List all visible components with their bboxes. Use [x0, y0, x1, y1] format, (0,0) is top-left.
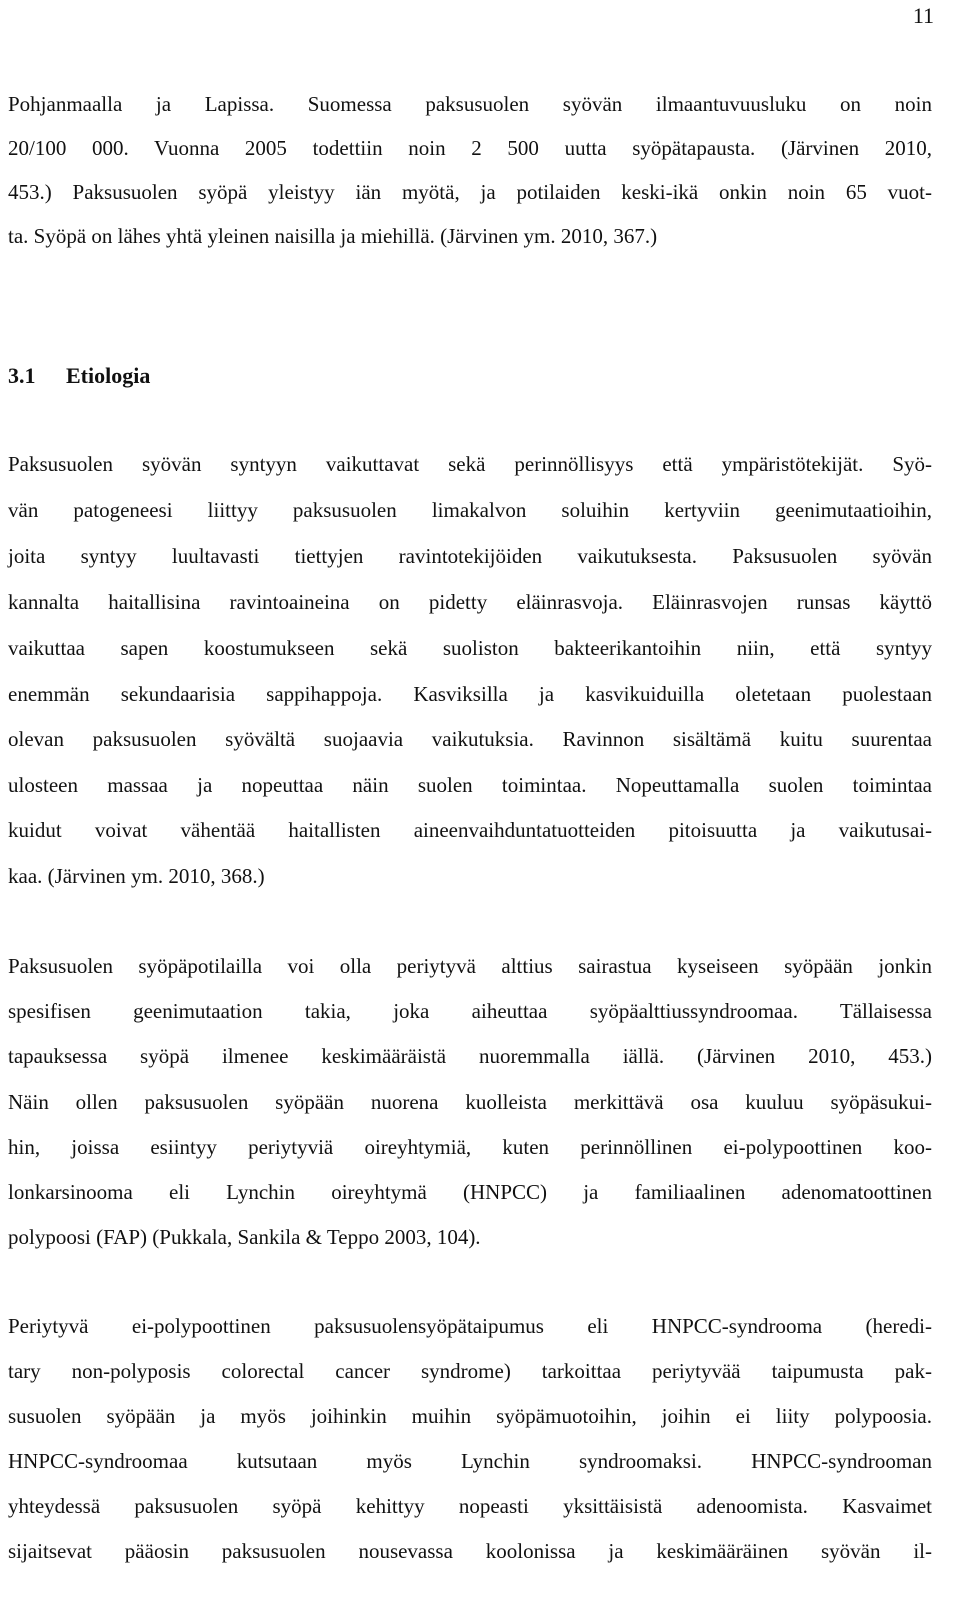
- text-line: ulosteen massaa ja nopeuttaa näin suolen toimintaa. Nopeuttamalla suolen toimintaa: [8, 773, 932, 797]
- text-line: yhteydessä paksusuolen syöpä kehittyy nopeasti yksittäisistä adenoomista. Kasvaimet: [8, 1494, 932, 1518]
- text-line: sijaitsevat pääosin paksusuolen nousevassa koolonissa ja keskimääräinen syövän il-: [8, 1539, 932, 1563]
- text-line: kuidut voivat vähentää haitallisten aineenvaihduntatuotteiden pitoisuutta ja vaikutusai-: [8, 818, 932, 842]
- text-line: tapauksessa syöpä ilmenee keskimääräistä nuoremmalla iällä. (Järvinen 2010, 453.): [8, 1044, 932, 1068]
- text-line: spesifisen geenimutaation takia, joka aiheuttaa syöpäalttiussyndroomaa. Tällaisessa: [8, 999, 932, 1023]
- text-line: 20/100 000. Vuonna 2005 todettiin noin 2 500 uutta syöpätapausta. (Järvinen 2010,: [8, 136, 932, 160]
- section-heading: [8, 361, 150, 391]
- text-line: Paksusuolen syövän syntyyn vaikuttavat sekä perinnöllisyys että ympäristötekijät. Syö-: [8, 452, 932, 476]
- text-line: kaa. (Järvinen ym. 2010, 368.): [8, 864, 265, 888]
- text-line: tary non-polyposis colorectal cancer syndrome) tarkoittaa periytyvää taipumusta pak-: [8, 1359, 932, 1383]
- text-line: vaikuttaa sapen koostumukseen sekä suoliston bakteerikantoihin niin, että syntyy: [8, 636, 932, 660]
- text-line: Näin ollen paksusuolen syöpään nuorena kuolleista merkittävä osa kuuluu syöpäsukui-: [8, 1090, 932, 1114]
- text-line: 453.) Paksusuolen syöpä yleistyy iän myötä, ja potilaiden keski-ikä onkin noin 65 vuot-: [8, 180, 932, 204]
- page-number: 11: [912, 3, 934, 28]
- text-line: kannalta haitallisina ravintoaineina on pidetty eläinrasvoja. Eläinrasvojen runsas käyttö: [8, 590, 932, 614]
- section-title: Etiologia: [66, 363, 151, 388]
- section-number: 3.1: [8, 363, 36, 388]
- text-line: vän patogeneesi liittyy paksusuolen limakalvon soluihin kertyviin geenimutaatioihin,: [8, 498, 932, 522]
- text-line: enemmän sekundaarisia sappihappoja. Kasviksilla ja kasvikuiduilla oletetaan puolestaan: [8, 682, 932, 706]
- text-line: hin, joissa esiintyy periytyviä oireyhtymiä, kuten perinnöllinen ei-polypoottinen koo-: [8, 1135, 932, 1159]
- text-line: Pohjanmaalla ja Lapissa. Suomessa paksusuolen syövän ilmaantuvuusluku on noin: [8, 92, 932, 116]
- text-line: Periytyvä ei-polypoottinen paksusuolensyöpätaipumus eli HNPCC-syndrooma (heredi-: [8, 1314, 932, 1338]
- text-line: polypoosi (FAP) (Pukkala, Sankila & Teppo 2003, 104).: [8, 1225, 481, 1249]
- text-line: olevan paksusuolen syövältä suojaavia vaikutuksia. Ravinnon sisältämä kuitu suurentaa: [8, 727, 932, 751]
- text-line: ta. Syöpä on lähes yhtä yleinen naisilla ja miehillä. (Järvinen ym. 2010, 367.): [8, 224, 658, 248]
- text-line: joita syntyy luultavasti tiettyjen ravintotekijöiden vaikutuksesta. Paksusuolen syövän: [8, 544, 932, 568]
- text-line: susuolen syöpään ja myös joihinkin muihin syöpämuotoihin, joihin ei liity polypoosia.: [8, 1404, 932, 1428]
- text-line: HNPCC-syndroomaa kutsutaan myös Lynchin syndroomaksi. HNPCC-syndrooman: [8, 1449, 932, 1473]
- text-line: lonkarsinooma eli Lynchin oireyhtymä (HNPCC) ja familiaalinen adenomatoottinen: [8, 1180, 932, 1204]
- text-line: Paksusuolen syöpäpotilailla voi olla periytyvä alttius sairastua kyseiseen syöpään jonkin: [8, 954, 932, 978]
